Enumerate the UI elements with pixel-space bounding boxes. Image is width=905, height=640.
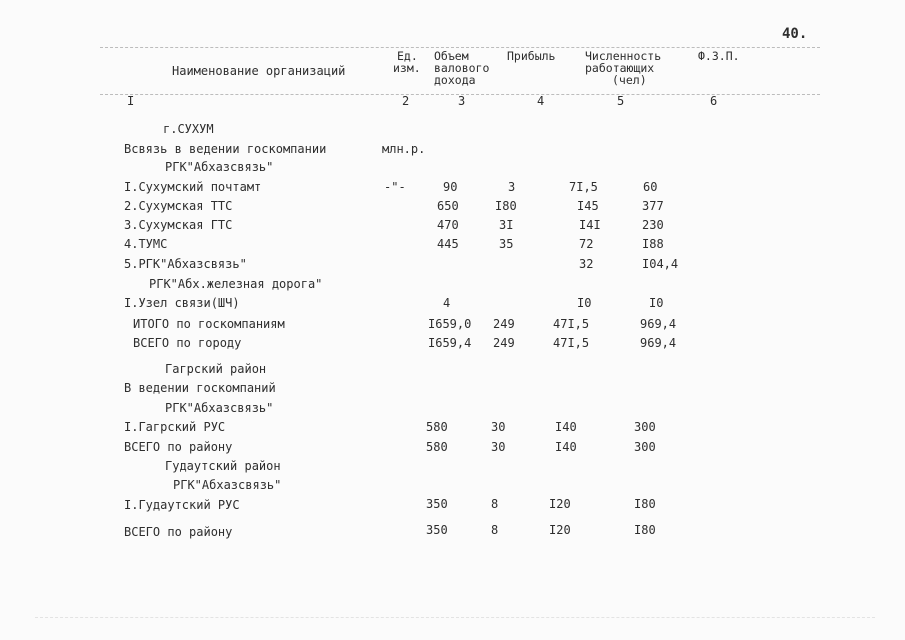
row-name: РГК"Абхазсвязь"	[165, 401, 274, 415]
row-unit: млн.р.	[382, 142, 426, 156]
row-name: РГК"Абх.железная дорога"	[149, 277, 323, 291]
row-volume: 350	[426, 523, 448, 537]
row-profit: 249	[493, 336, 515, 350]
row-volume: 580	[426, 420, 448, 434]
row-fzp: I0	[649, 296, 664, 310]
row-name: ВСЕГО по району	[124, 440, 233, 454]
row-name: Всвязь в ведении госкомпании	[124, 142, 327, 156]
row-staff: I0	[577, 296, 592, 310]
row-profit: 30	[491, 440, 506, 454]
row-profit: 3	[508, 180, 516, 194]
row-name: 5.РГК"Абхазсвязь"	[124, 257, 247, 271]
row-volume: 90	[443, 180, 458, 194]
row-fzp: I80	[634, 497, 656, 511]
row-staff: I20	[549, 523, 571, 537]
row-volume: 470	[437, 218, 459, 232]
row-name: ИТОГО по госкомпаниям	[133, 317, 285, 331]
row-fzp: I80	[634, 523, 656, 537]
row-name: I.Гудаутский РУС	[124, 498, 240, 512]
header-unit-line1: Ед.	[397, 49, 418, 63]
row-profit: 8	[491, 497, 499, 511]
column-number: 3	[458, 94, 466, 108]
row-staff: I20	[549, 497, 571, 511]
page-number: 40.	[782, 26, 808, 42]
row-name: ВСЕГО по району	[124, 525, 233, 539]
row-name: Гудаутский район	[165, 459, 281, 473]
header-profit: Прибыль	[507, 49, 556, 63]
column-number: 5	[617, 94, 625, 108]
row-volume: 580	[426, 440, 448, 454]
row-fzp: 969,4	[640, 317, 677, 331]
row-profit: 8	[491, 523, 499, 537]
row-fzp: 230	[642, 218, 664, 232]
header-staff-line2: работающих	[585, 61, 655, 75]
row-volume: 445	[437, 237, 459, 251]
row-profit: 30	[491, 420, 506, 434]
row-profit: 3I	[499, 218, 514, 232]
row-name: ВСЕГО по городу	[133, 336, 242, 350]
bottom-rule	[35, 617, 875, 618]
row-name: В ведении госкомпаний	[124, 381, 276, 395]
header-unit-line2: изм.	[393, 61, 421, 75]
header-volume-line2: валового	[434, 61, 490, 75]
row-fzp: I88	[642, 237, 664, 251]
row-name: I.Узел связи(ШЧ)	[124, 296, 240, 310]
row-fzp: 969,4	[640, 336, 677, 350]
row-staff: 32	[579, 257, 594, 271]
header-volume-line1: Объем	[434, 49, 469, 63]
column-number: I	[127, 94, 135, 108]
row-name: 4.ТУМС	[124, 237, 168, 251]
row-name: РГК"Абхазсвязь"	[165, 160, 274, 174]
row-staff: 7I,5	[569, 180, 598, 194]
row-name: I.Гагрский РУС	[124, 420, 226, 434]
row-name: 2.Сухумская ТТС	[124, 199, 233, 213]
row-staff: I40	[555, 440, 577, 454]
row-volume: 650	[437, 199, 459, 213]
row-staff: 72	[579, 237, 594, 251]
row-staff: 47I,5	[553, 317, 590, 331]
row-staff: I45	[577, 199, 599, 213]
row-volume: 350	[426, 497, 448, 511]
row-fzp: 300	[634, 420, 656, 434]
header-name: Наименование организаций	[172, 64, 346, 78]
row-volume: I659,0	[428, 317, 472, 331]
row-name: I.Сухумский почтамт	[124, 180, 262, 194]
row-fzp: 300	[634, 440, 656, 454]
row-name: РГК"Абхазсвязь"	[173, 478, 282, 492]
row-fzp: 60	[643, 180, 658, 194]
row-volume: 4	[443, 296, 451, 310]
header-top-rule	[100, 47, 820, 48]
row-staff: I4I	[579, 218, 601, 232]
row-staff: 47I,5	[553, 336, 590, 350]
row-profit: I80	[495, 199, 517, 213]
header-fzp: Ф.З.П.	[698, 49, 740, 63]
column-number: 2	[402, 94, 410, 108]
header-volume-line3: дохода	[434, 73, 476, 87]
row-name: Гагрский район	[165, 362, 267, 376]
row-volume: I659,4	[428, 336, 472, 350]
row-name: г.СУХУМ	[163, 122, 214, 136]
column-number: 4	[537, 94, 545, 108]
header-staff-line1: Численность	[585, 49, 662, 63]
row-unit: -"-	[384, 180, 406, 194]
row-profit: 249	[493, 317, 515, 331]
row-fzp: I04,4	[642, 257, 679, 271]
row-staff: I40	[555, 420, 577, 434]
row-profit: 35	[499, 237, 514, 251]
header-staff-line3: (чел)	[612, 73, 647, 87]
row-name: 3.Сухумская ГТС	[124, 218, 233, 232]
column-number: 6	[710, 94, 718, 108]
row-fzp: 377	[642, 199, 664, 213]
